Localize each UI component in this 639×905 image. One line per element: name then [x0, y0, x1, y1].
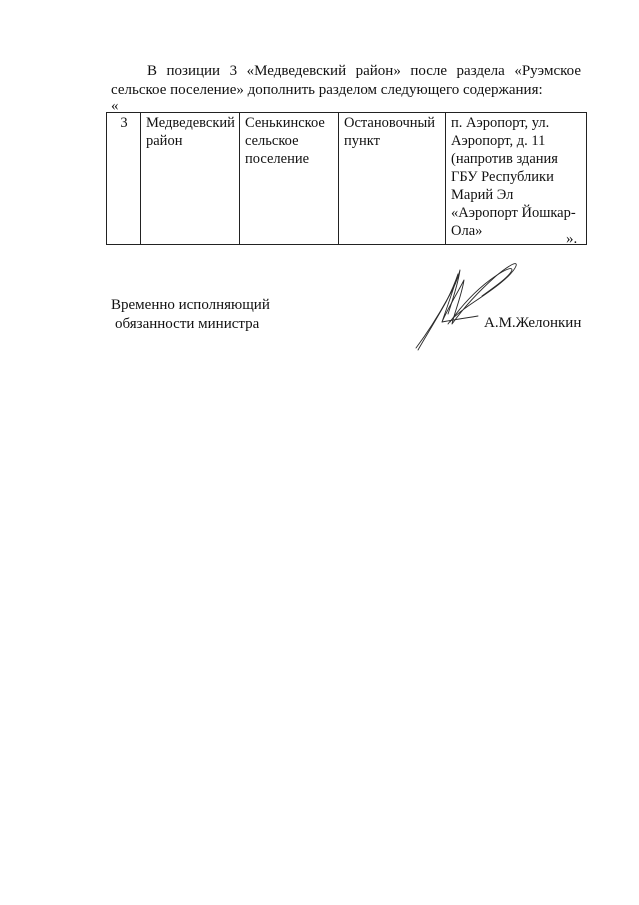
table-row	[107, 113, 587, 245]
signature-icon	[412, 258, 528, 354]
signer-name: А.М.Желонкин	[484, 315, 582, 331]
signer-title	[111, 296, 311, 334]
cell-location: п. Аэропорт, ул. Аэропорт, д. 11 (напротив здания ГБУ Республики Марий Эл «Аэропорт Йошкар-Ола»	[446, 113, 587, 245]
cell-district: Медведевский район	[141, 113, 240, 245]
paragraph-text: В позиции 3 «Медведевский район» после раздела «Руэмское сельское поселение» дополнить разделом следующего содержания:	[111, 63, 581, 98]
cell-position-number: 3	[107, 113, 141, 245]
opening-quote: «	[111, 98, 119, 114]
body-paragraph	[111, 62, 581, 100]
cell-point-type: Остановочный пункт	[339, 113, 446, 245]
closing-quote: ».	[566, 231, 578, 247]
signer-title-line1: Временно исполняющий	[111, 297, 270, 313]
signer-title-line2: обязанности министра	[115, 316, 260, 332]
cell-settlement: Сенькинское сельское поселение	[240, 113, 339, 245]
stops-table	[106, 112, 587, 245]
